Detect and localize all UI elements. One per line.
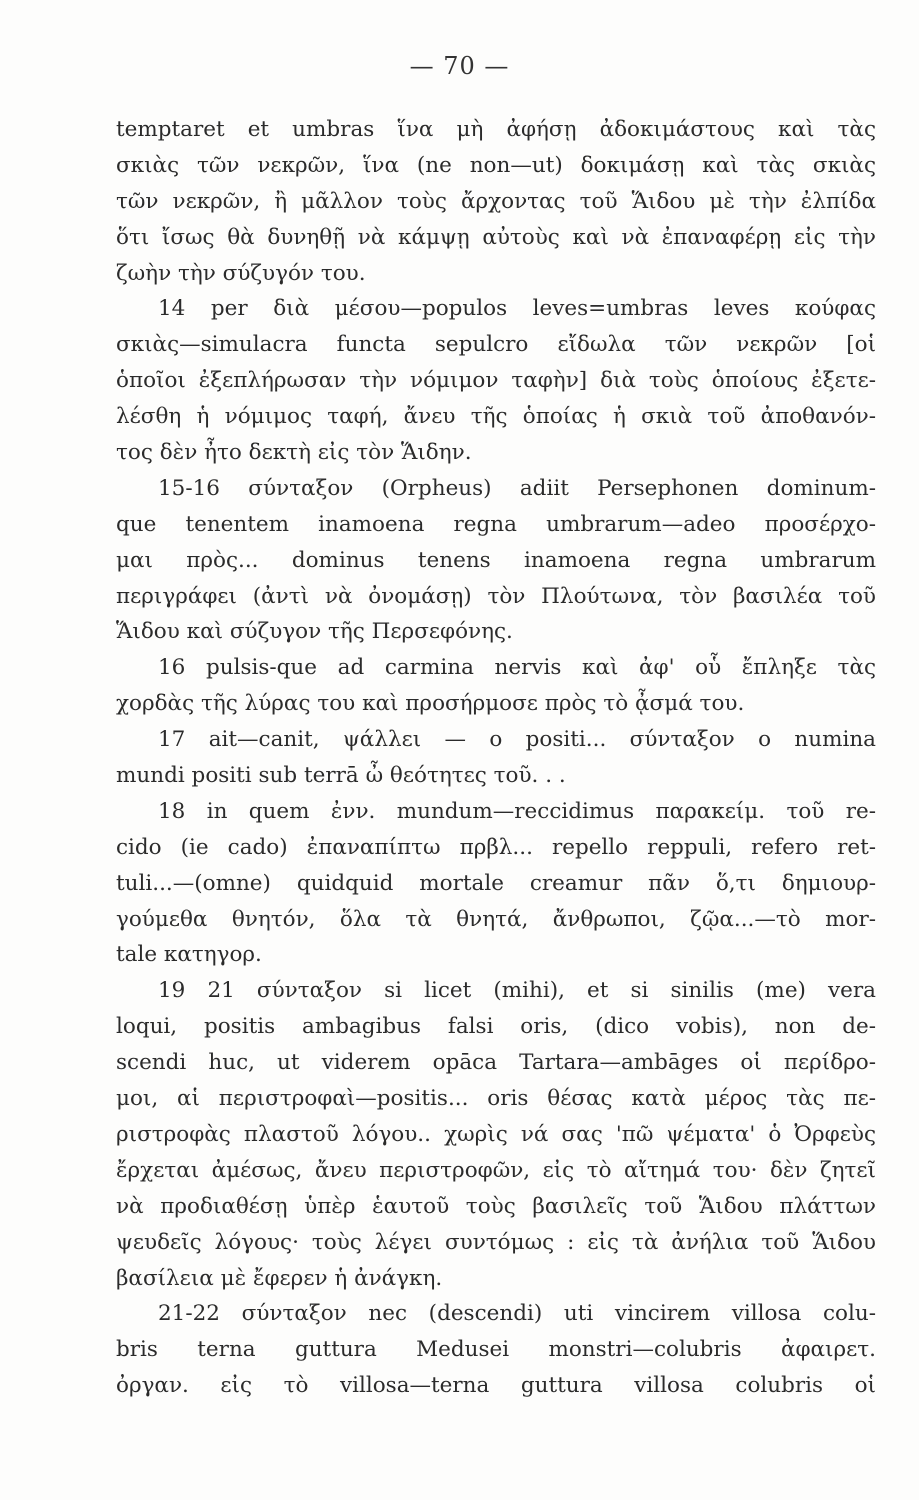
text-line: que tenentem inamoena regna umbrarum—adeo προσέρχο- [116, 511, 876, 537]
text-line: σκιὰς—simulacra functa sepulcro εἴδωλα τῶν νεκρῶν [οἱ [116, 332, 876, 358]
text-line: μοι, αἱ περιστροφαὶ—positis... oris θέσας κατὰ μέρος τὰς πε- [116, 1086, 876, 1112]
text-line: περιγράφει (ἀντὶ νὰ ὀνομάσῃ) τὸν Πλούτωνα, τὸν βασιλέα τοῦ [116, 583, 876, 609]
text-line: Ἅιδου καὶ σύζυγον τῆς Περσεφόνης. [116, 619, 513, 645]
text-line: 15-16 σύνταξον (Orpheus) adiit Persephonen dominum- [158, 475, 876, 501]
page-number: — 70 — [409, 52, 510, 80]
text-line: μαι πρὸς... dominus tenens inamoena regna umbrarum [116, 547, 876, 573]
text-line: τῶν νεκρῶν, ἢ μᾶλλον τοὺς ἄρχοντας τοῦ Ἅιδου μὲ τὴν ἐλπίδα [116, 188, 876, 214]
text-line: temptaret et umbras ἵνα μὴ ἀφήσῃ ἀδοκιμάστους καὶ τὰς [116, 117, 876, 142]
text-line: νὰ προδιαθέσῃ ὑπὲρ ἑαυτοῦ τοὺς βασιλεῖς τοῦ Ἅιδου πλάττων [116, 1193, 876, 1219]
page-text-body [116, 112, 876, 1404]
text-line: 17 ait—canit, ψάλλει — o positi... σύνταξον o numina [158, 727, 876, 753]
text-line: tuli...—(omne) quidquid mortale creamur πᾶν ὅ,τι δημιουρ- [116, 870, 876, 896]
text-line: τος δὲν ἦτο δεκτὴ εἰς τὸν Ἅιδην. [116, 440, 472, 466]
text-line: loqui, positis ambagibus falsi oris, (dico vobis), non de- [116, 1014, 876, 1040]
text-line: tale κατηγορ. [116, 942, 262, 968]
text-line: 19 21 σύνταξον si licet (mihi), et si sinilis (me) vera [158, 978, 876, 1004]
text-line: bris terna guttura Medusei monstri—colubris ἀφαιρετ. [116, 1337, 876, 1363]
text-line: σκιὰς τῶν νεκρῶν, ἵνα (ne non—ut) δοκιμάσῃ καὶ τὰς σκιὰς [116, 152, 876, 178]
text-line: 21-22 σύνταξον nec (descendi) uti vincirem villosa colu- [158, 1301, 876, 1327]
text-line: cido (ie cado) ἐπαναπίπτω πρβλ... repello reppuli, refero ret- [116, 834, 876, 860]
text-line: γούμεθα θνητόν, ὅλα τὰ θνητά, ἄνθρωποι, ζῷα...—τὸ mor- [116, 906, 876, 932]
text-line: χορδὰς τῆς λύρας του καὶ προσήρμοσε πρὸς τὸ ᾆσμά του. [116, 691, 745, 717]
text-line: ζωὴν τὴν σύζυγόν του. [116, 260, 366, 286]
text-line: ψευδεῖς λόγους· τοὺς λέγει συντόμως : εἰς τὰ ἀνήλια τοῦ Ἅιδου [116, 1229, 876, 1255]
text-line: βασίλεια μὲ ἔφερεν ἡ ἀνάγκη. [116, 1265, 443, 1291]
text-line: 18 in quem ἐνν. mundum—reccidimus παρακείμ. τοῦ re- [158, 798, 876, 824]
text-line: 16 pulsis-que ad carmina nervis καὶ ἀφ' οὗ ἔπληξε τὰς [158, 655, 876, 681]
text-line: ὁποῖοι ἐξεπλήρωσαν τὴν νόμιμον ταφὴν] διὰ τοὺς ὁποίους ἐξετε- [116, 368, 876, 394]
text-line: ὀργαν. εἰς τὸ villosa—terna guttura villosa colubris οἱ [116, 1373, 876, 1399]
text-line: scendi huc, ut viderem opāca Tartara—ambāges οἱ περίδρο- [116, 1050, 876, 1076]
text-line: ἔρχεται ἀμέσως, ἄνευ περιστροφῶν, εἰς τὸ αἴτημά του· δὲν ζητεῖ [116, 1157, 876, 1183]
text-line: 14 per διὰ μέσου—populos leves=umbras leves κούφας [158, 296, 876, 322]
text-line: ριστροφὰς πλαστοῦ λόγου.. χωρὶς νά σας 'πῶ ψέματα' ὁ Ὀρφεὺς [116, 1121, 876, 1147]
text-line: ὅτι ἴσως θὰ δυνηθῇ νὰ κάμψῃ αὐτοὺς καὶ νὰ ἐπαναφέρῃ εἰς τὴν [116, 224, 876, 250]
text-line: λέσθη ἡ νόμιμος ταφή, ἄνευ τῆς ὁποίας ἡ σκιὰ τοῦ ἀποθανόν- [116, 404, 876, 430]
text-line: mundi positi sub terrā ὦ θεότητες τοῦ. . . [116, 763, 566, 789]
